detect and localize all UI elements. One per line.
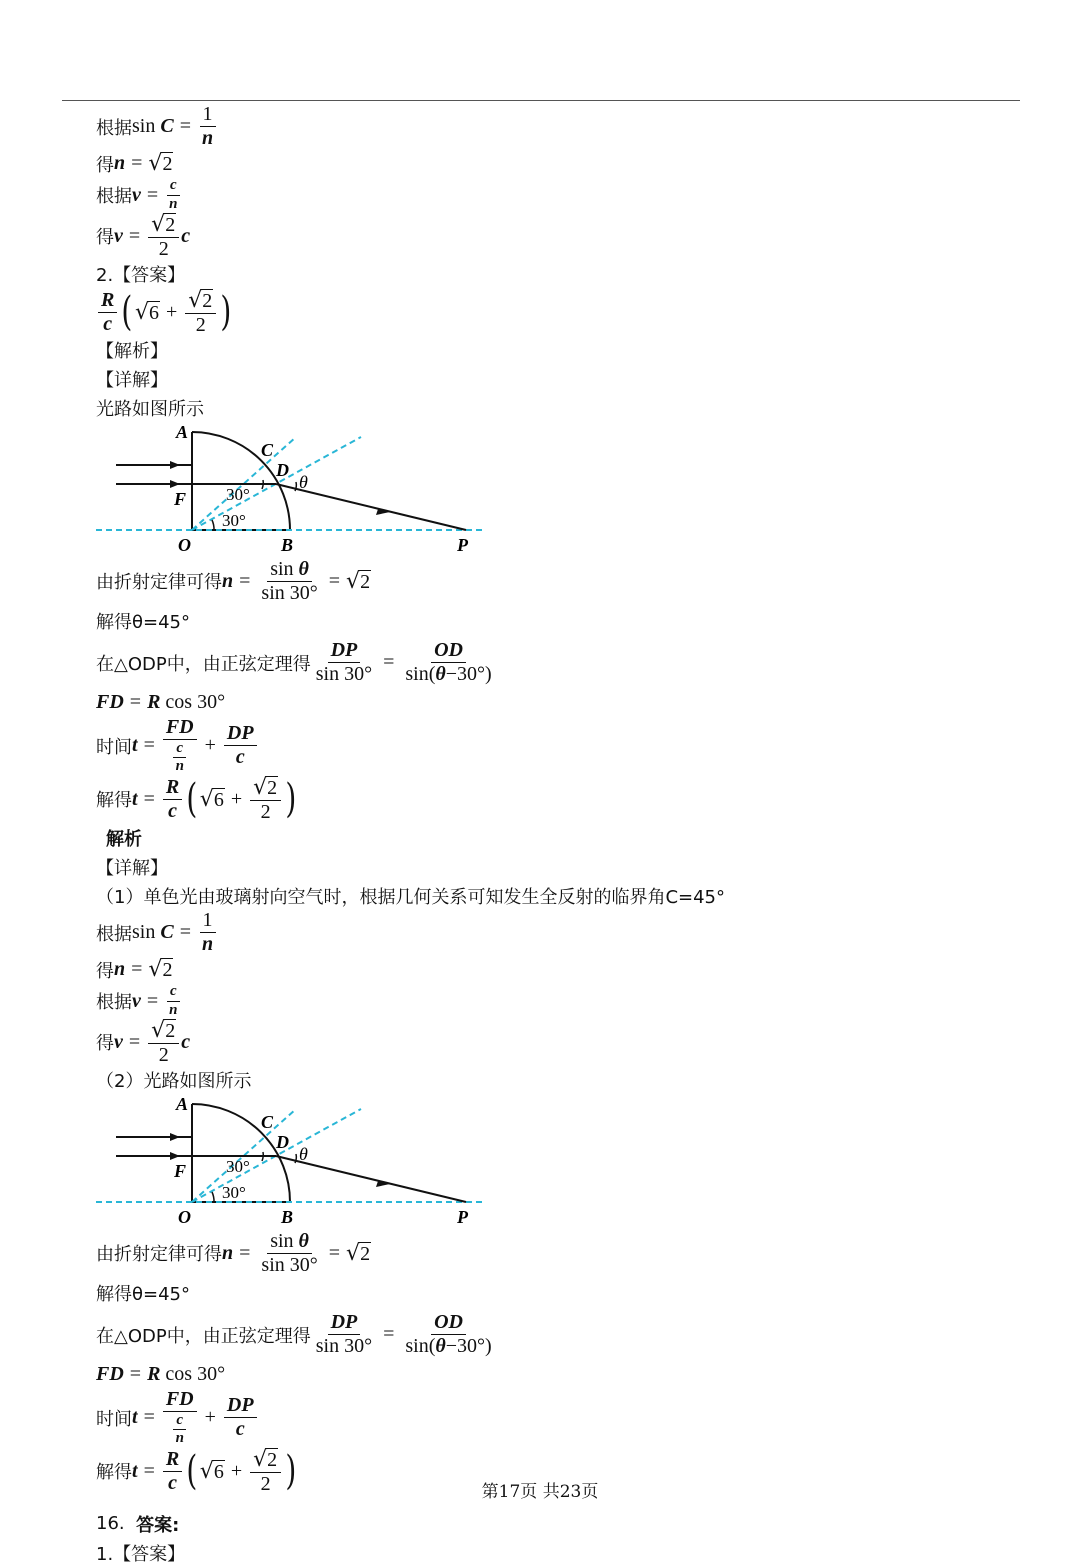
eq-snell: 由折射定律可得 n = $\frac{\text{sin θ}}{\sin 30^\circ}$ = √ 2 xyxy=(96,557,371,604)
part2-text: （2）光路如图所示 xyxy=(96,1071,252,1092)
eq-v-result-2: 得 v = √ 2 2 c xyxy=(96,1017,191,1066)
ray-1-arrow-b xyxy=(170,1133,180,1141)
jiexi-bold-heading: 解析 xyxy=(106,828,142,850)
eq-sinC: 根据 sin C = $\frac{1}{n}$ xyxy=(96,104,1026,149)
label-A: A xyxy=(176,424,189,442)
ray-1-arrow xyxy=(170,461,180,469)
optics-diagram-2 xyxy=(96,1097,496,1231)
xiangjie-heading: 【详解】 xyxy=(96,370,168,391)
angle-arc-1-b xyxy=(212,1192,214,1202)
answer-2-expression: $\frac{R}{c}$ ( √ 6 + √ 2 2 ) xyxy=(96,289,1026,336)
label-O-b: O xyxy=(178,1206,191,1227)
label-A-b: A xyxy=(176,1096,189,1114)
label-O: O xyxy=(178,534,191,555)
label-B: B xyxy=(281,534,294,555)
label-D-b: D xyxy=(276,1131,289,1152)
optics-diagram xyxy=(96,425,496,559)
answer-2-heading: 2.【答案】 xyxy=(96,265,186,286)
label-theta-b: θ xyxy=(299,1143,308,1164)
eq-sine-law: 在△ODP中，由正弦定理得 $\frac{DP}{\sin 30^\circ}$ = $\frac{OD}{\sin(\theta-30^\circ)}$ xyxy=(96,639,492,685)
label-P-b: P xyxy=(457,1206,468,1227)
page-footer: 第17页 共23页 xyxy=(481,1482,599,1502)
eq-snell-2: 由折射定律可得 n = $\frac{\text{sin θ}}{\sin 30^\circ}$ = √ 2 xyxy=(96,1229,371,1276)
eq-FD: FD = R cos 30° xyxy=(96,690,226,713)
eq-sine-law-2: 在△ODP中，由正弦定理得 $\frac{DP}{\sin 30^\circ}$ = $\frac{OD}{\sin(\theta-30^\circ)}$ xyxy=(96,1311,492,1357)
label-angle-1-b: 30° xyxy=(226,1156,250,1176)
eq-n-2: 得 n = √ 2 xyxy=(96,957,173,982)
answer-1-heading: 1.【答案】 xyxy=(96,1543,186,1565)
label-F: F xyxy=(174,488,187,509)
theta-result-2: 解得θ=45° xyxy=(96,1283,190,1305)
xiangjie-heading-2: 【详解】 xyxy=(96,857,168,879)
question-16-heading: 16. 答案: xyxy=(96,1513,180,1536)
eq-time-result: 解得 t = $\frac{R}{c}$ ( √ 6 + √ 2 2 ) xyxy=(96,774,297,823)
eq-time-result-2: 解得 t = $\frac{R}{c}$ ( √ 6 + √ 2 2 ) xyxy=(96,1446,297,1495)
ray-2-arrow-b xyxy=(170,1152,180,1160)
label-C: C xyxy=(261,439,274,460)
label-C-b: C xyxy=(261,1111,274,1132)
label-theta: θ xyxy=(299,471,308,492)
part1-text: （1）单色光由玻璃射向空气时，根据几何关系可知发生全反射的临界角C=45° xyxy=(96,886,726,908)
header-rule xyxy=(62,100,1020,101)
angle-arc-theta-b xyxy=(295,1154,296,1163)
eq-FD-2: FD = R cos 30° xyxy=(96,1362,226,1385)
theta-result: 解得θ=45° xyxy=(96,611,190,633)
eq-time-2: 时间 t = $\frac{FD}{\frac{c}{n}}$ + $\frac{DP}{c}$ xyxy=(96,1389,1026,1448)
label-F-b: F xyxy=(174,1160,187,1181)
label-D: D xyxy=(276,459,289,480)
label-angle-2-b: 30° xyxy=(222,1182,246,1202)
ray-2-arrow xyxy=(170,480,180,488)
eq-v-result: 得 v = √ 2 2 c xyxy=(96,211,191,260)
eq-n: 得 n = √ 2 xyxy=(96,151,173,176)
label-P: P xyxy=(457,534,468,555)
eq-time: 时间 t = $\frac{FD}{\frac{c}{n}}$ + $\frac{DP}{c}$ xyxy=(96,717,1026,776)
eq-sinC-2: 根据 sin C = $\frac{1}{n}$ xyxy=(96,910,1026,955)
eq-v-2: 根据 v = $\frac{c}{n}$ xyxy=(96,984,1026,1019)
label-angle-2: 30° xyxy=(222,510,246,530)
label-angle-1: 30° xyxy=(226,484,250,504)
guanglu-text: 光路如图所示 xyxy=(96,399,204,420)
label-B-b: B xyxy=(281,1206,294,1227)
angle-arc-1 xyxy=(212,520,214,530)
document-body xyxy=(96,104,1026,1567)
angle-arc-theta xyxy=(295,482,296,491)
eq-v: 根据 v = $\frac{c}{n}$ xyxy=(96,178,1026,213)
jiexi-heading: 【解析】 xyxy=(96,341,168,362)
